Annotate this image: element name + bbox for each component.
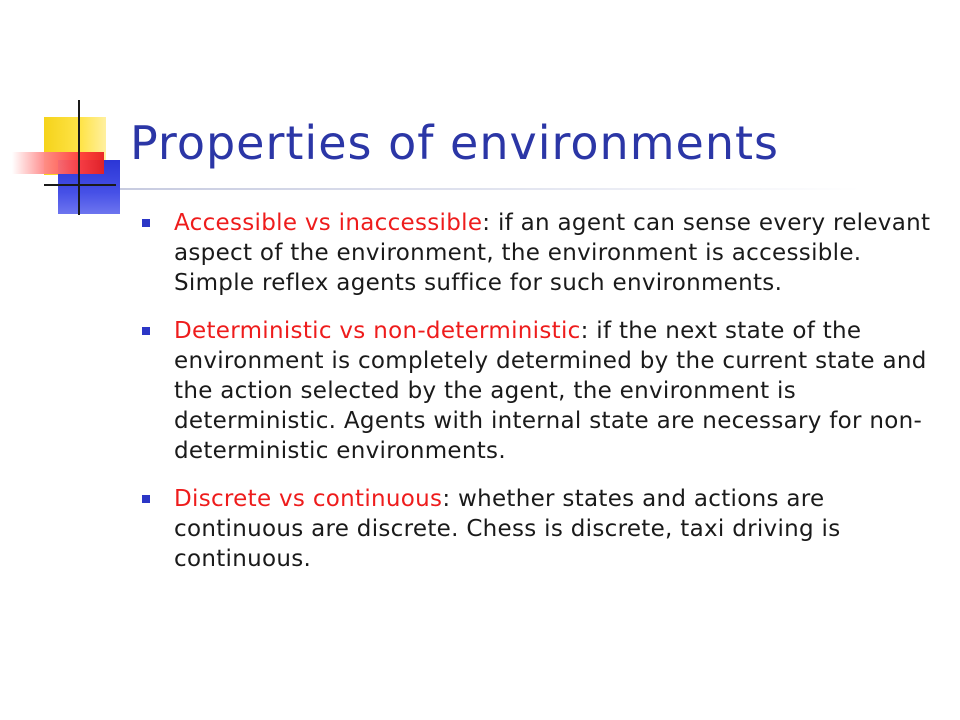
decorative-vertical-line <box>78 100 80 215</box>
bullet-text: : whether states and actions are continuous are discrete. Chess is discrete, taxi driving is continuous. <box>174 486 841 572</box>
bullet-text: : if an agent can sense every relevant aspect of the environment, the environment is accessible. Simple reflex agents suffice for such environments. <box>174 210 931 296</box>
slide-title: Properties of environments <box>130 116 779 170</box>
bullet-item-discrete <box>140 484 940 574</box>
bullet-term: Accessible vs inaccessible <box>174 210 483 236</box>
bullet-item-deterministic <box>140 316 940 466</box>
bullet-term: Deterministic vs non-deterministic <box>174 318 581 344</box>
bullet-text: : if the next state of the environment is completely determined by the current state and the action selected by the agent, the environment is deterministic. Agents with internal state are necessary for non-deterministic environments. <box>174 318 927 464</box>
bullet-term: Discrete vs continuous <box>174 486 443 512</box>
bullet-square-icon <box>142 327 150 335</box>
title-underline <box>120 188 860 190</box>
decorative-red-bar <box>12 152 104 174</box>
bullet-list <box>140 208 940 574</box>
decorative-horizontal-line <box>44 184 116 186</box>
bullet-square-icon <box>142 219 150 227</box>
bullet-item-accessible <box>140 208 940 298</box>
bullet-square-icon <box>142 495 150 503</box>
